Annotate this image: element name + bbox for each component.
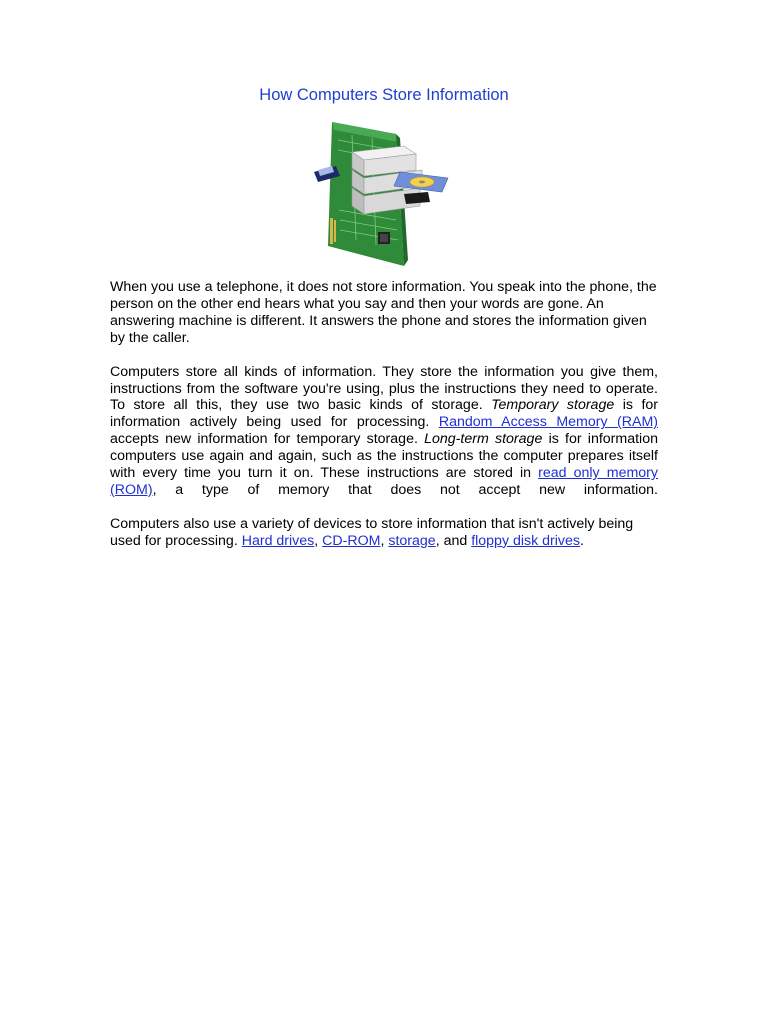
text-segment: , a type of memory that does not accept new information. [152, 481, 658, 498]
hard-drives-link[interactable]: Hard drives [241, 532, 315, 549]
ram-link[interactable]: Random Access Memory (RAM) [438, 414, 659, 431]
text-segment: is for information actively being used for processing. [110, 397, 658, 431]
text-separator: , [314, 532, 323, 549]
text-separator: , and [435, 532, 472, 549]
article-body [110, 279, 658, 567]
page-title: How Computers Store Information [259, 86, 509, 104]
long-term-storage-term: Long-term storage [424, 431, 543, 448]
computer-storage-devices-illustration-icon [312, 120, 457, 266]
text-segment: accepts new information for temporary storage. [110, 431, 425, 448]
text-separator: , [380, 532, 389, 549]
text-segment: is for information computers use again and again, such as the instructions the computer prepares itself with every time you turn it on. These instructions are stored in [110, 431, 658, 482]
text-segment: Computers also use a variety of devices to store information that isn't actively being used for processing. [110, 515, 634, 549]
cd-rom-link[interactable]: CD-ROM [322, 532, 381, 549]
floppy-disk-drives-link[interactable]: floppy disk drives [471, 532, 581, 549]
temporary-storage-term: Temporary storage [491, 397, 615, 414]
text-segment: . [580, 532, 584, 549]
text-segment: Computers store all kinds of information. They store the information you give them, instructions from the software you're using, plus the instructions they need to operate. To store all this, they use two basic kinds of storage. [110, 363, 658, 414]
paragraph-storage-devices [110, 516, 658, 550]
storage-link[interactable]: storage [388, 532, 436, 549]
paragraph-storage-kinds [110, 364, 658, 499]
paragraph-telephone: When you use a telephone, it does not store information. You speak into the phone, the person on the other end hears what you say and then your words are gone. An answering machine is different. It answers the phone and stores the information given by the caller. [110, 279, 657, 346]
rom-link[interactable]: read only memory (ROM) [110, 465, 658, 498]
